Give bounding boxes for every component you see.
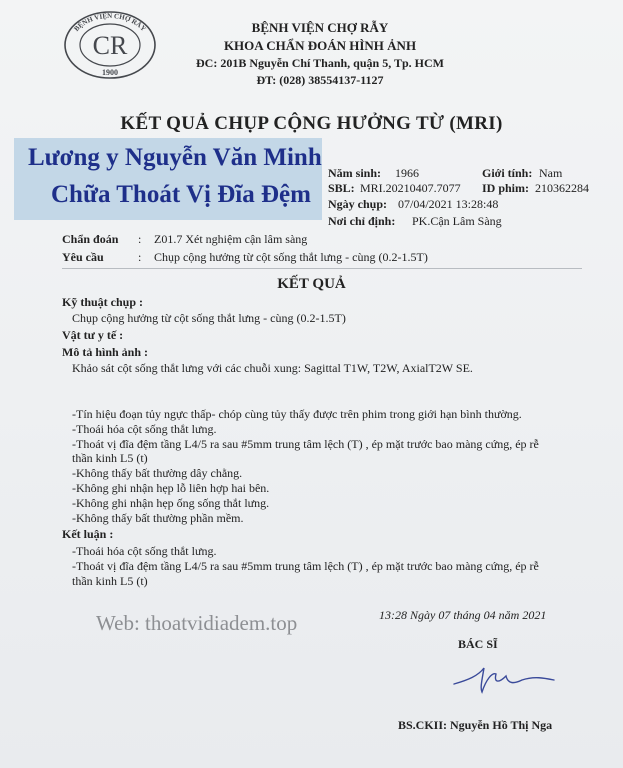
- sbl-label: SBL:: [328, 181, 355, 195]
- diagnosis-value: Z01.7 Xét nghiệm cận lâm sàng: [154, 232, 308, 246]
- survey-text: Khảo sát cột sống thắt lưng với các chuỗi xung: Sagittal T1W, T2W, AxialT2W SE.: [72, 361, 473, 375]
- hospital-phone: ĐT: (028) 38554137-1127: [256, 73, 384, 87]
- sbl-value: MRI.20210407.7077: [360, 181, 461, 195]
- seal-text: BỆNH VIỆN CHỢ RẪY: [72, 11, 148, 33]
- technique-value: Chụp cộng hưởng từ cột sống thắt lưng - cùng (0.2-1.5T): [72, 311, 346, 325]
- request-label: Yêu cầu: [62, 250, 104, 264]
- request-colon: :: [138, 250, 142, 264]
- scan-date-label: Ngày chụp:: [328, 197, 388, 211]
- page-title: KẾT QUẢ CHỤP CỘNG HƯỞNG TỪ (MRI): [120, 113, 503, 134]
- referrer-value: PK.Cận Lâm Sàng: [412, 214, 502, 228]
- conclusion-line: -Thoát vị đĩa đệm tầng L4/5 ra sau #5mm trung tâm lệch (T) , ép mặt trước bao màng cứng, ép rễ: [72, 559, 539, 573]
- diagnosis-label: Chẩn đoán: [62, 232, 119, 246]
- doctor-title: BÁC SĨ: [458, 637, 498, 651]
- birth-year-value: 1966: [395, 166, 419, 180]
- gender-value: Nam: [539, 166, 563, 180]
- diagnosis-colon: :: [138, 232, 142, 246]
- doctor-signature: [448, 658, 558, 698]
- finding-line: -Không thấy bất thường phần mềm.: [72, 511, 244, 525]
- ad-overlay-line-2: Chữa Thoát Vị Đĩa Đệm: [51, 181, 311, 208]
- finding-line: -Không ghi nhận hẹp ống sống thắt lưng.: [72, 496, 270, 510]
- report-timestamp: 13:28 Ngày 07 tháng 04 năm 2021: [379, 608, 547, 622]
- finding-line: -Tín hiệu đoạn tủy ngực thấp- chóp cùng tủy thấy được trên phim trong giới hạn bình thường.: [72, 407, 522, 421]
- conclusion-label: Kết luận :: [62, 527, 114, 541]
- scan-date-value: 07/04/2021 13:28:48: [398, 197, 499, 211]
- description-label: Mô tả hình ảnh :: [62, 345, 149, 359]
- department-name: KHOA CHẨN ĐOÁN HÌNH ẢNH: [223, 38, 417, 53]
- seal-year: 1900: [102, 68, 118, 77]
- ad-overlay-line-1: Lương y Nguyễn Văn Minh: [28, 144, 322, 171]
- referrer-label: Nơi chỉ định:: [328, 214, 396, 228]
- website-watermark: Web: thoatvidiadem.top: [96, 611, 298, 635]
- gender-label: Giới tính:: [482, 166, 533, 180]
- hospital-name: BỆNH VIỆN CHỢ RẪY: [251, 20, 389, 35]
- technique-label: Kỹ thuật chụp :: [62, 295, 144, 309]
- seal-logo-letters: CR: [92, 31, 128, 60]
- film-id-label: ID phim:: [482, 181, 530, 195]
- birth-year-label: Năm sinh:: [328, 166, 382, 180]
- supplies-label: Vật tư y tế :: [62, 328, 124, 342]
- finding-line: -Thoát vị đĩa đệm tầng L4/5 ra sau #5mm trung tâm lệch (T) , ép mặt trước bao màng cứng, ép rễ: [72, 437, 539, 451]
- conclusion-line: -Thoái hóa cột sống thắt lưng.: [72, 544, 217, 558]
- finding-line: -Không thấy bất thường dây chằng.: [72, 466, 243, 480]
- film-id-value: 210362284: [535, 181, 589, 195]
- doctor-name: BS.CKII: Nguyễn Hồ Thị Nga: [398, 718, 553, 732]
- request-value: Chụp cộng hưởng từ cột sống thắt lưng - cùng (0.2-1.5T): [154, 250, 428, 264]
- finding-line: -Không ghi nhận hẹp lỗ liên hợp hai bên.: [72, 481, 270, 495]
- finding-line: thần kinh L5 (t): [72, 451, 148, 465]
- hospital-address: ĐC: 201B Nguyễn Chí Thanh, quận 5, Tp. HCM: [196, 56, 444, 70]
- conclusion-line: thần kinh L5 (t): [72, 574, 148, 588]
- result-heading: KẾT QUẢ: [277, 276, 346, 292]
- section-divider: [62, 268, 582, 269]
- finding-line: -Thoái hóa cột sống thắt lưng.: [72, 422, 217, 436]
